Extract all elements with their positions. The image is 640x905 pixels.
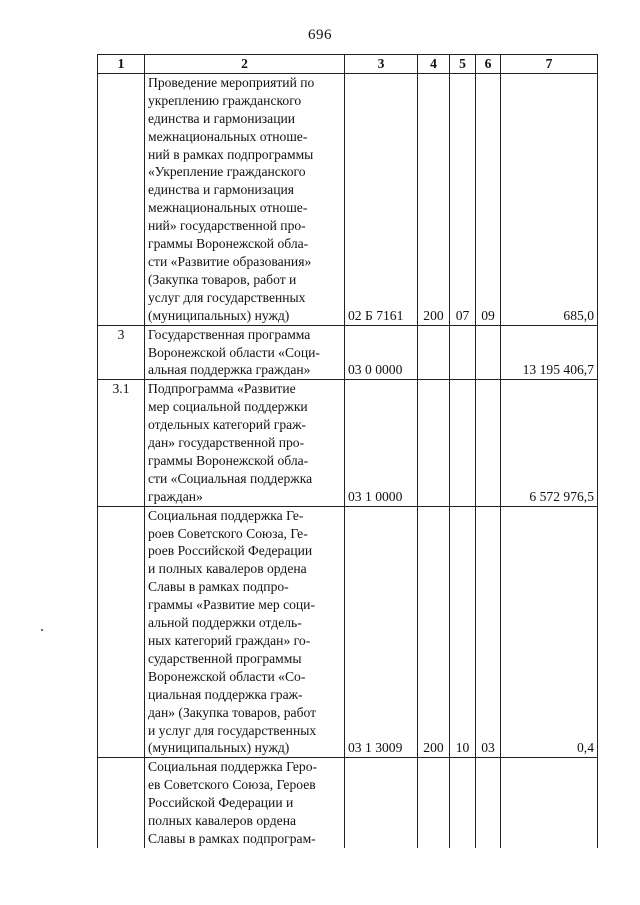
row-amount: 13 195 406,7 <box>501 325 598 380</box>
row-col-4: 200 <box>418 506 450 758</box>
row-name-text: Социальная поддержка Ге- роев Советского Союза, Ге- роев Российской Федерации и полных кавалеров ордена Славы в рамках подпро- граммы «Развитие мер соци- альной поддержки отдель- ных категорий граждан» го- сударственной программы Воронежской области «Со- циальная поддержка граж- дан» (Закупка товаров, работ и услуг для государственных (муниципальных) нужд) <box>148 507 317 756</box>
row-col-5 <box>450 325 476 380</box>
row-col-4 <box>418 380 450 506</box>
row-code: 02 Б 7161 <box>345 73 418 325</box>
row-name-text: Подпрограмма «Развитие мер социальной поддержки отдельных категорий граж- дан» государственной про- граммы Воронежской обла- сти «Социальная поддержка граждан» <box>148 381 313 504</box>
header-col-2: 2 <box>145 55 345 74</box>
header-col-7: 7 <box>501 55 598 74</box>
page-number: 696 <box>308 27 332 43</box>
row-col-4 <box>418 758 450 848</box>
row-name <box>145 506 345 758</box>
row-col-4: 200 <box>418 73 450 325</box>
row-code: 03 1 3009 <box>345 506 418 758</box>
row-name <box>145 325 345 380</box>
row-col-6 <box>476 325 501 380</box>
row-code: 03 0 0000 <box>345 325 418 380</box>
row-col-6 <box>476 758 501 848</box>
table-header-row <box>98 55 598 74</box>
row-name <box>145 380 345 506</box>
row-code <box>345 758 418 848</box>
row-amount: 6 572 976,5 <box>501 380 598 506</box>
header-col-6: 6 <box>476 55 501 74</box>
table-row <box>98 506 598 758</box>
budget-table <box>97 54 598 848</box>
row-col-6: 09 <box>476 73 501 325</box>
row-col-5: 07 <box>450 73 476 325</box>
row-amount: 685,0 <box>501 73 598 325</box>
header-col-3: 3 <box>345 55 418 74</box>
row-name <box>145 758 345 848</box>
row-number <box>98 73 145 325</box>
row-number <box>98 758 145 848</box>
row-col-6 <box>476 380 501 506</box>
row-col-6: 03 <box>476 506 501 758</box>
header-col-1: 1 <box>98 55 145 74</box>
row-name-text: Государственная программа Воронежской области «Соци- альная поддержка граждан» <box>148 326 320 378</box>
table-row <box>98 380 598 506</box>
table-row <box>98 73 598 325</box>
row-amount <box>501 758 598 848</box>
table-row <box>98 325 598 380</box>
row-col-5 <box>450 758 476 848</box>
row-code: 03 1 0000 <box>345 380 418 506</box>
row-number: 3.1 <box>98 380 145 506</box>
row-col-4 <box>418 325 450 380</box>
table-row <box>98 758 598 848</box>
header-col-4: 4 <box>418 55 450 74</box>
scan-speck <box>41 629 43 631</box>
header-col-5: 5 <box>450 55 476 74</box>
row-name-text: Социальная поддержка Геро- ев Советского Союза, Героев Российской Федерации и полных кавалеров ордена Славы в рамках подпрограм- <box>148 759 318 846</box>
row-col-5 <box>450 380 476 506</box>
row-name <box>145 73 345 325</box>
row-number: 3 <box>98 325 145 380</box>
row-name-text: Проведение мероприятий по укреплению гражданского единства и гармонизации межнациональных отноше- ний в рамках подпрограммы «Укрепление гражданского единства и гармонизация межнациональных отноше- ний» государственной про- граммы Воронежской обла- сти «Развитие образования» (Закупка товаров, работ и услуг для государственных (муниципальных) нужд) <box>148 74 315 323</box>
row-amount: 0,4 <box>501 506 598 758</box>
row-col-5: 10 <box>450 506 476 758</box>
row-number <box>98 506 145 758</box>
